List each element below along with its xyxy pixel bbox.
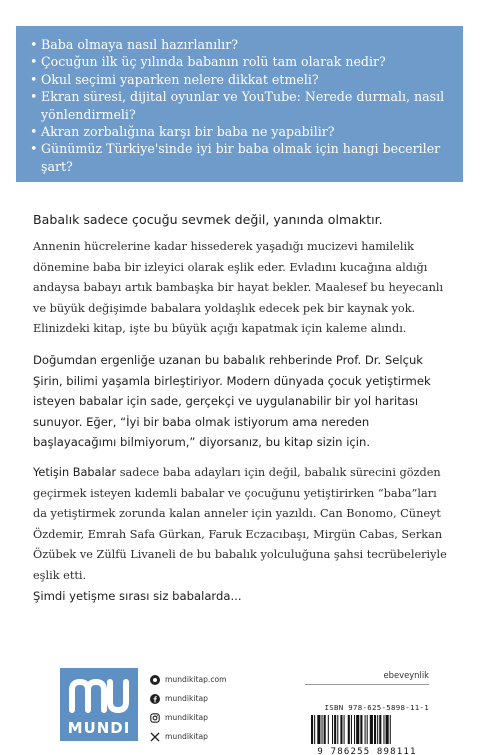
barcode-bar (360, 715, 362, 744)
paragraph-audience (33, 463, 451, 587)
barcode-digits: 9 786255 898111 (317, 747, 417, 755)
barcode-bar (377, 715, 378, 744)
publisher-contacts (150, 670, 227, 746)
questions-box (16, 26, 463, 182)
question-item: • Ekran süresi, dijital oyunlar ve YouTube: Nerede durmalı, nasıl (30, 88, 453, 105)
barcode-bar (337, 715, 338, 744)
isbn-block (305, 670, 429, 755)
barcode-bar (383, 715, 384, 744)
barcode-bar (370, 715, 373, 744)
isbn-text: ISBN 978-625-5898-11-1 (324, 703, 429, 712)
barcode-bar (367, 715, 368, 744)
barcode-bar (351, 715, 352, 744)
instagram-icon (150, 713, 160, 723)
question-item: • Baba olmaya nasıl hazırlanılır? (30, 36, 453, 53)
facebook-text: mundikitap (165, 694, 208, 703)
mundi-logo (60, 668, 138, 741)
questions-list (30, 36, 453, 175)
barcode-bar (317, 715, 320, 744)
barcode (305, 715, 429, 755)
question-item: • Akran zorbalığına karşı bir baba ne yapabilir? (30, 123, 453, 140)
barcode-bar (386, 715, 389, 744)
lead-sentence: Babalık sadece çocuğu sevmek değil, yanında olmaktır. (33, 212, 383, 227)
book-title-inline: Yetişin Babalar (33, 465, 117, 479)
barcode-bar (328, 715, 329, 744)
website-text: mundikitap.com (165, 675, 227, 684)
contact-website[interactable] (150, 670, 227, 689)
question-item-continuation: yönlendirmeli? (41, 106, 136, 122)
globe-icon (150, 675, 160, 685)
barcode-bar (344, 715, 345, 744)
category-label: ebeveynlik (305, 670, 429, 685)
question-item: • Günümüz Türkiye'sinde iyi bir baba olmak için hangi beceriler şart? (30, 140, 453, 175)
contact-facebook[interactable] (150, 689, 227, 708)
logo-wordmark: MUNDI (67, 719, 131, 737)
barcode-bar (334, 715, 336, 744)
barcode-bar (311, 715, 313, 744)
facebook-icon (150, 694, 160, 704)
footer (0, 656, 480, 755)
barcode-bar (322, 715, 323, 744)
barcode-bar (354, 715, 355, 744)
question-item: • Okul seçimi yaparken nelere dikkat etmeli? (30, 71, 453, 88)
barcode-bar (365, 715, 366, 744)
barcode-bar (348, 715, 350, 744)
paragraph-audience-text: sadece baba adayları için değil, babalık sürecini gözden geçirmek isteyen kıdemli babalar ve çocuğunu yetiştirirken “baba”ları da yetiştirmek zorunda kalan anneler için yazıldı. Can Bonomo, Cüneyt Özdemir, Emrah Safa Gürkan, Faruk Eczacıbaşı, Mirgün Cabas, Serkan Özübek ve Zülfü Livaneli de bu babalık yolculuğuna şahsi tecrübeleriyle eşlik etti. (33, 465, 447, 582)
x-text: mundikitap (165, 732, 208, 741)
barcode-bar (314, 715, 315, 744)
contact-x[interactable] (150, 727, 227, 746)
contact-instagram[interactable] (150, 708, 227, 727)
back-cover-text (33, 212, 451, 603)
barcode-bar (379, 715, 381, 744)
paragraph-guide: Doğumdan ergenliğe uzanan bu babalık rehberinde Prof. Dr. Selçuk Şirin, bilimi yaşamla birleştiriyor. Modern dünyada çocuk yetiştirmek isteyen babalar için sade, gerçekçi ve uygulanabilir bir yol haritası sunuyor. Eğer, “İyi bir baba olmak istiyorum ama nereden başlayacağımı bilmiyorum,” diyorsanız, bu kitap sizin için. (33, 352, 431, 450)
closing-sentence: Şimdi yetişme sırası siz babalarda... (33, 588, 242, 603)
question-item: • Çocuğun ilk üç yılında babanın rolü tam olarak nedir? (30, 53, 453, 70)
barcode-bar (324, 715, 326, 744)
paragraph-intro: Annenin hücrelerine kadar hissederek yaşadığı mucizevi hamilelik döneminе baba bir izleyici olarak eşlik eder. Evladını kucağına aldığı andaysa babayı artık bambaşka bir hayat bekler. Maalesef bu heyecanlı ve büyük değişimde babalara yoldaşlık edecek pek bir kaynak yok. Elinizdeki kitap, işte bu büyük açığı kapatmak için kaleme alındı. (33, 240, 444, 336)
barcode-bar (332, 715, 333, 744)
barcode-bar (340, 715, 342, 744)
barcode-bars (311, 715, 391, 744)
instagram-text: mundikitap (165, 713, 208, 722)
barcode-bar (390, 715, 391, 744)
barcode-bar (374, 715, 376, 744)
barcode-bar (356, 715, 359, 744)
x-logo-icon (150, 732, 160, 742)
